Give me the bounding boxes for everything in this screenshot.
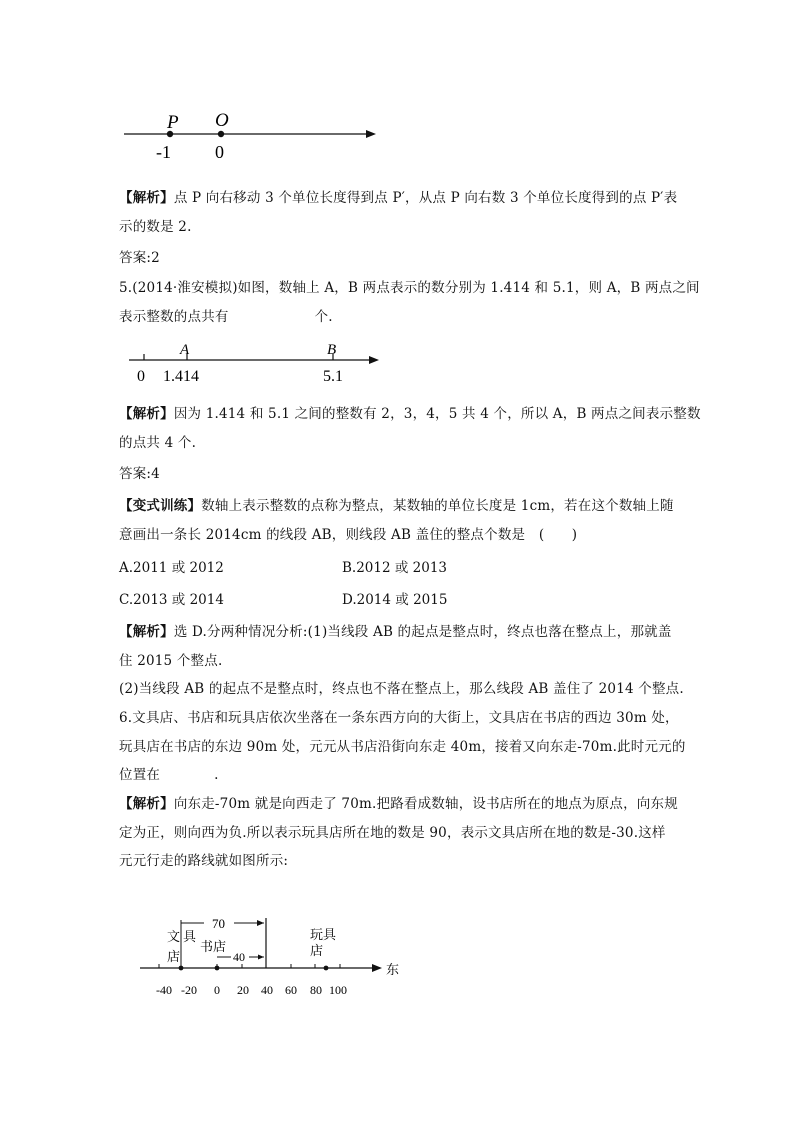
analysis-tag: 【解析】 (119, 190, 174, 206)
point-p-label: P (167, 112, 179, 133)
analysis-2: 【解析】因为 1.414 和 5.1 之间的整数有 2，3，4，5 共 4 个，所以 A，B 两点之间表示整数 的点共 4 个. (119, 406, 701, 451)
option-b: B.2012 或 2013 (342, 560, 448, 576)
svg-text:具: 具 (183, 929, 197, 944)
point-a-label: A (180, 342, 190, 358)
question-6: 6.文具店、书店和玩具店依次坐落在一条东西方向的大街上，文具店在书店的西边 30m 处， 玩具店在书店的东边 90m 处，元元从书店沿街向东走 40m，接着又向东走-70m.此时元元的 位置在 . (119, 710, 686, 783)
svg-text:店: 店 (167, 949, 181, 964)
tick-label: -20 (181, 983, 197, 997)
variant-training: 【变式训练】数轴上表示整数的点称为整点，某数轴的单位长度是 1cm，若在这个数轴上随 意画出一条长 2014cm 的线段 AB，则线段 AB 盖住的整点个数是 ( ) (119, 498, 674, 543)
analysis-1: 【解析】点 P 向右移动 3 个单位长度得到点 P′，从点 P 向右数 3 个单位长度得到的点 P′表 示的数是 2. (119, 190, 678, 235)
distance-70-label: 70 (212, 916, 225, 931)
toystore-dot (324, 966, 329, 971)
tick-label: 40 (261, 983, 273, 997)
point-o-label: O (215, 110, 229, 131)
svg-text:店: 店 (310, 943, 324, 958)
tick-p-label: -1 (156, 142, 171, 162)
tick-label: 0 (214, 983, 220, 997)
point-b-label: B (327, 342, 337, 358)
tick-label: 60 (285, 983, 297, 997)
option-c: C.2013 或 2014 (119, 592, 224, 608)
tick-b-label: 5.1 (323, 368, 343, 385)
tick-label: -40 (156, 983, 172, 997)
analysis-4: 【解析】向东走-70m 就是向西走了 70m.把路看成数轴，设书店所在的地点为原点，向东规 定为正，则向西为负.所以表示玩具店所在地的数是 90，表示文具店所在地的数是-30.这样 元元行走的路线就如图所示: (119, 796, 678, 869)
tick-label: 80 (310, 983, 322, 997)
answer-2: 答案:4 (119, 466, 160, 482)
toystore-label: 玩具 (310, 927, 337, 942)
analysis-3: 【解析】选 D.分两种情况分析:(1)当线段 AB 的起点是整点时，终点也落在整点上，那就盖 住 2015 个整点. (2)当线段 AB 的起点不是整点时，终点也不落在整点上，那么线段 AB 盖住了 2014 个整点. (119, 624, 684, 697)
bookstore-dot (215, 966, 220, 971)
answer-1: 答案:2 (119, 250, 160, 266)
option-d: D.2014 或 2015 (342, 592, 448, 608)
distance-40-label: 40 (233, 950, 245, 964)
bookstore-label: 书店 (200, 939, 227, 954)
stationery-dot (179, 966, 184, 971)
east-label: 东 (386, 962, 400, 977)
option-a: A.2011 或 2012 (119, 560, 224, 576)
route-number-line (130, 910, 410, 1002)
tick-label: 20 (237, 983, 249, 997)
number-line-a-b (125, 338, 390, 388)
number-line-p-o (118, 108, 388, 168)
tick-label: 100 (329, 983, 347, 997)
question-5: 5.(2014·淮安模拟)如图，数轴上 A，B 两点表示的数分别为 1.414 和 5.1，则 A，B 两点之间 表示整数的点共有 个. (119, 280, 700, 325)
tick-a-label: 1.414 (163, 368, 199, 385)
tick-o-label: 0 (215, 142, 224, 162)
tick-0-label: 0 (137, 368, 145, 385)
point-o-dot (218, 131, 224, 137)
stationery-label: 文 (167, 929, 181, 944)
